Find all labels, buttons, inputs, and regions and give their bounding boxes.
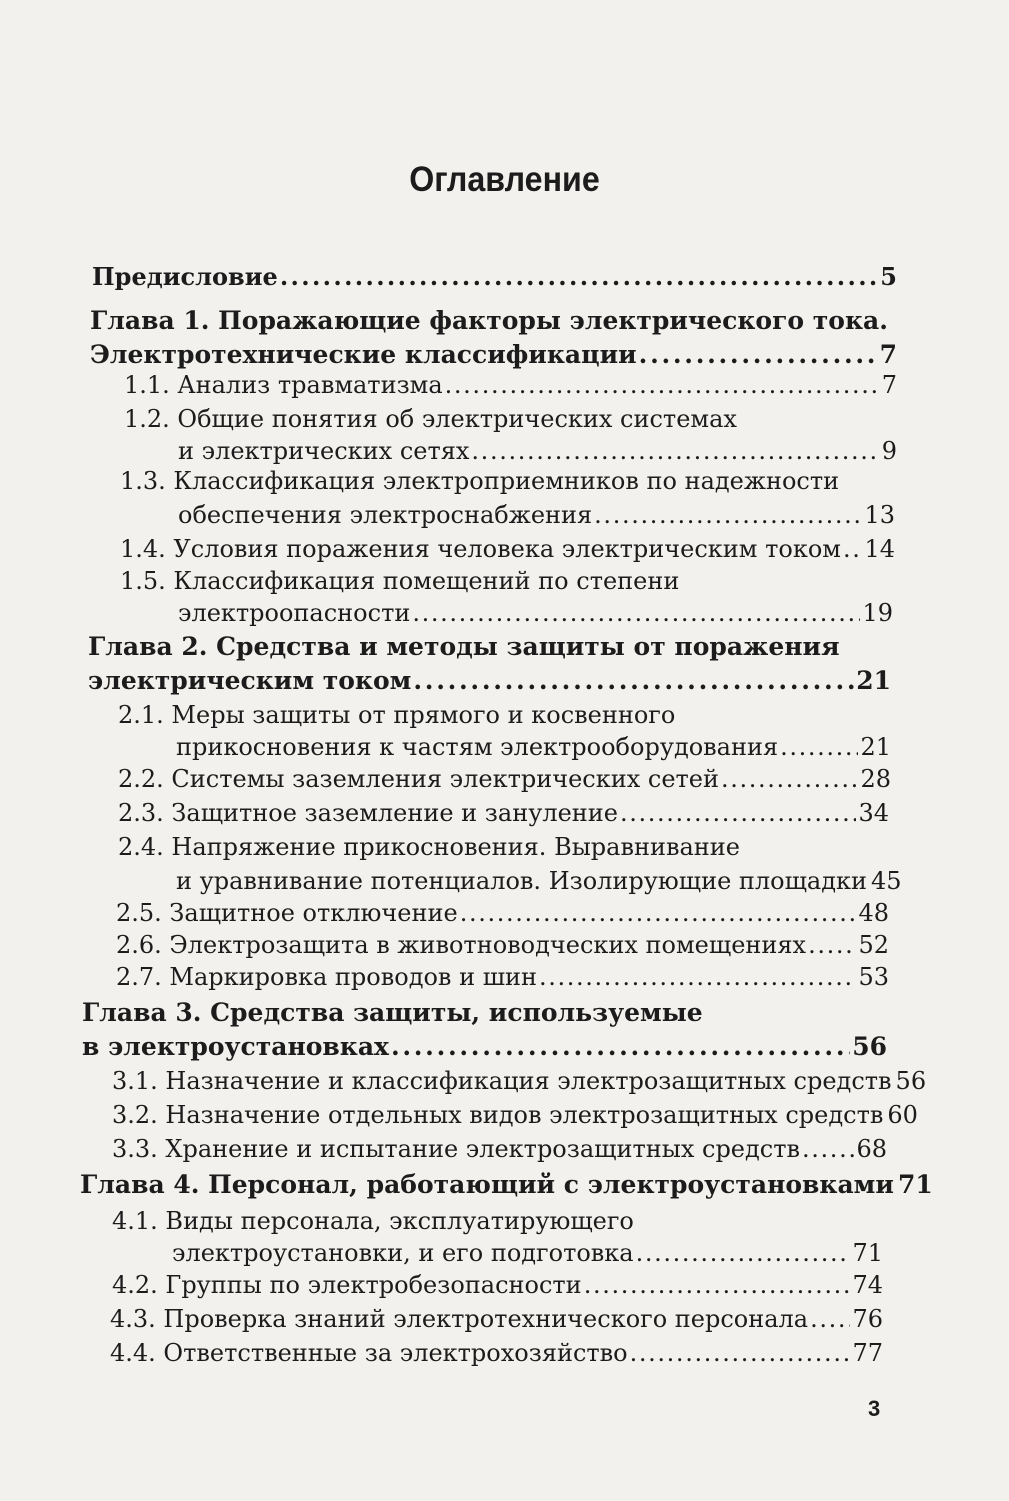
dot-leader [584,1270,851,1300]
toc-chapter-1-line1: Глава 1. Поражающие факторы электрического тока. [90,306,888,335]
toc-4-1-line1: 4.1. Виды персонала, эксплуатирующего [112,1207,634,1235]
page-title: Оглавление [409,160,600,199]
dot-leader [810,1304,850,1334]
toc-entry-label: электроопасности [178,599,411,627]
toc-entry-label: и электрических сетях [178,437,470,465]
toc-entry-page: 19 [862,599,893,627]
toc-entry-label: 1.4. Условия поражения человека электрическим током [120,535,841,563]
toc-entry-label: 4.2. Группы по электробезопасности [112,1271,582,1299]
toc-entry-page: 45 [871,867,902,895]
dot-leader [594,500,862,530]
toc-entry-2-7[interactable] [116,962,889,992]
toc-entry-label: 4.4. Ответственные за электрохозяйство [110,1339,628,1367]
dot-leader [780,732,858,762]
dot-leader [391,1032,850,1062]
toc-entry-label: Глава 4. Персонал, работающий с электроустановками [80,1170,894,1199]
toc-entry-1-3[interactable] [178,500,895,530]
toc-chapter-3-line1: Глава 3. Средства защиты, используемые [82,998,703,1027]
toc-entry-chapter-2[interactable] [88,666,891,696]
dot-leader [539,962,856,992]
toc-entry-label: электроустановки, и его подготовка [172,1239,634,1267]
toc-entry-page: 71 [852,1239,883,1267]
toc-entry-4-1[interactable] [172,1238,883,1268]
toc-entry-4-4[interactable] [110,1338,883,1368]
dot-leader [445,370,880,400]
toc-entry-label: прикосновения к частям электрооборудования [176,733,779,761]
dot-leader [413,666,854,696]
dot-leader [636,1238,851,1268]
dot-leader [721,764,858,794]
toc-entry-1-4[interactable] [120,534,895,564]
toc-entry-1-5[interactable] [178,598,893,628]
toc-entry-preface[interactable] [92,262,897,292]
toc-chapter-2-line1: Глава 2. Средства и методы защиты от поражения [88,632,840,661]
dot-leader [471,436,879,466]
toc-entry-chapter-1[interactable] [90,340,897,370]
dot-leader [280,262,878,292]
dot-leader [630,1338,851,1368]
toc-entry-label: в электроустановках [82,1032,389,1061]
toc-entry-1-1[interactable] [124,370,897,400]
toc-entry-page: 56 [895,1067,927,1095]
toc-entry-label: 2.3. Защитное заземление и зануление [118,799,618,827]
toc-entry-2-1[interactable] [176,732,891,762]
toc-entry-page: 60 [887,1101,918,1129]
dot-leader [460,898,857,928]
toc-entry-label: 3.3. Хранение и испытание электрозащитных средств [112,1135,801,1163]
toc-entry-page: 9 [881,437,897,465]
dot-leader [808,930,856,960]
toc-entry-page: 7 [879,340,897,369]
toc-entry-page: 14 [864,535,895,563]
toc-entry-label: и уравнивание потенциалов. Изолирующие площадки [176,867,868,895]
toc-entry-label: 2.7. Маркировка проводов и шин [116,963,537,991]
toc-entry-label: 2.5. Защитное отключение [116,899,458,927]
toc-1-2-line1: 1.2. Общие понятия об электрических системах [124,405,737,433]
toc-entry-page: 77 [852,1339,883,1367]
toc-entry-3-3[interactable] [112,1134,887,1164]
toc-2-1-line1: 2.1. Меры защиты от прямого и косвенного [118,701,676,729]
toc-entry-page: 28 [860,765,891,793]
dot-leader [639,340,878,370]
toc-entry-4-2[interactable] [112,1270,883,1300]
dot-leader [412,598,860,628]
toc-entry-label: Электротехнические классификации [90,340,637,369]
toc-entry-page: 5 [880,262,897,291]
toc-entry-label: 2.2. Системы заземления электрических сетей [118,765,719,793]
toc-entry-page: 71 [897,1170,933,1199]
toc-entry-label: 1.1. Анализ травматизма [124,371,443,399]
toc-entry-1-2[interactable] [178,436,897,466]
toc-entry-page: 56 [852,1032,887,1061]
toc-entry-chapter-4[interactable] [80,1170,933,1200]
toc-entry-2-2[interactable] [118,764,891,794]
toc-1-3-line1: 1.3. Классификация электроприемников по надежности [120,467,840,495]
toc-entry-label: обеспечения электроснабжения [178,501,593,529]
toc-entry-page: 7 [881,371,897,399]
toc-entry-page: 74 [852,1271,883,1299]
toc-entry-2-3[interactable] [118,798,889,828]
toc-entry-page: 68 [856,1135,887,1163]
toc-2-4-line1: 2.4. Напряжение прикосновения. Выравнивание [118,833,740,861]
toc-entry-label: 3.2. Назначение отдельных видов электрозащитных средств [112,1101,884,1129]
toc-entry-page: 76 [852,1305,883,1333]
toc-entry-page: 13 [864,501,895,529]
toc-entry-page: 52 [858,931,889,959]
toc-entry-page: 53 [858,963,889,991]
toc-entry-2-6[interactable] [116,930,889,960]
toc-entry-page: 48 [858,899,889,927]
toc-entry-chapter-3[interactable] [82,1032,887,1062]
toc-1-5-line1: 1.5. Классификация помещений по степени [120,567,680,595]
dot-leader [802,1134,854,1164]
toc-entry-label: 2.6. Электрозащита в животноводческих помещениях [116,931,807,959]
toc-entry-label: электрическим током [88,666,412,695]
toc-entry-page: 21 [856,666,891,695]
toc-entry-2-5[interactable] [116,898,889,928]
dot-leader [620,798,856,828]
toc-entry-page: 21 [860,733,891,761]
toc-entry-2-4[interactable] [176,866,902,896]
toc-entry-4-3[interactable] [110,1304,883,1334]
toc-entry-3-1[interactable] [112,1066,927,1096]
toc-entry-label: 3.1. Назначение и классификация электрозащитных средств [112,1067,892,1095]
toc-entry-label: 4.3. Проверка знаний электротехнического персонала [110,1305,809,1333]
page-number: 3 [868,1396,881,1421]
toc-entry-label: Предисловие [92,262,278,291]
toc-entry-3-2[interactable] [112,1100,918,1130]
toc-entry-page: 34 [858,799,889,827]
dot-leader [843,534,863,564]
